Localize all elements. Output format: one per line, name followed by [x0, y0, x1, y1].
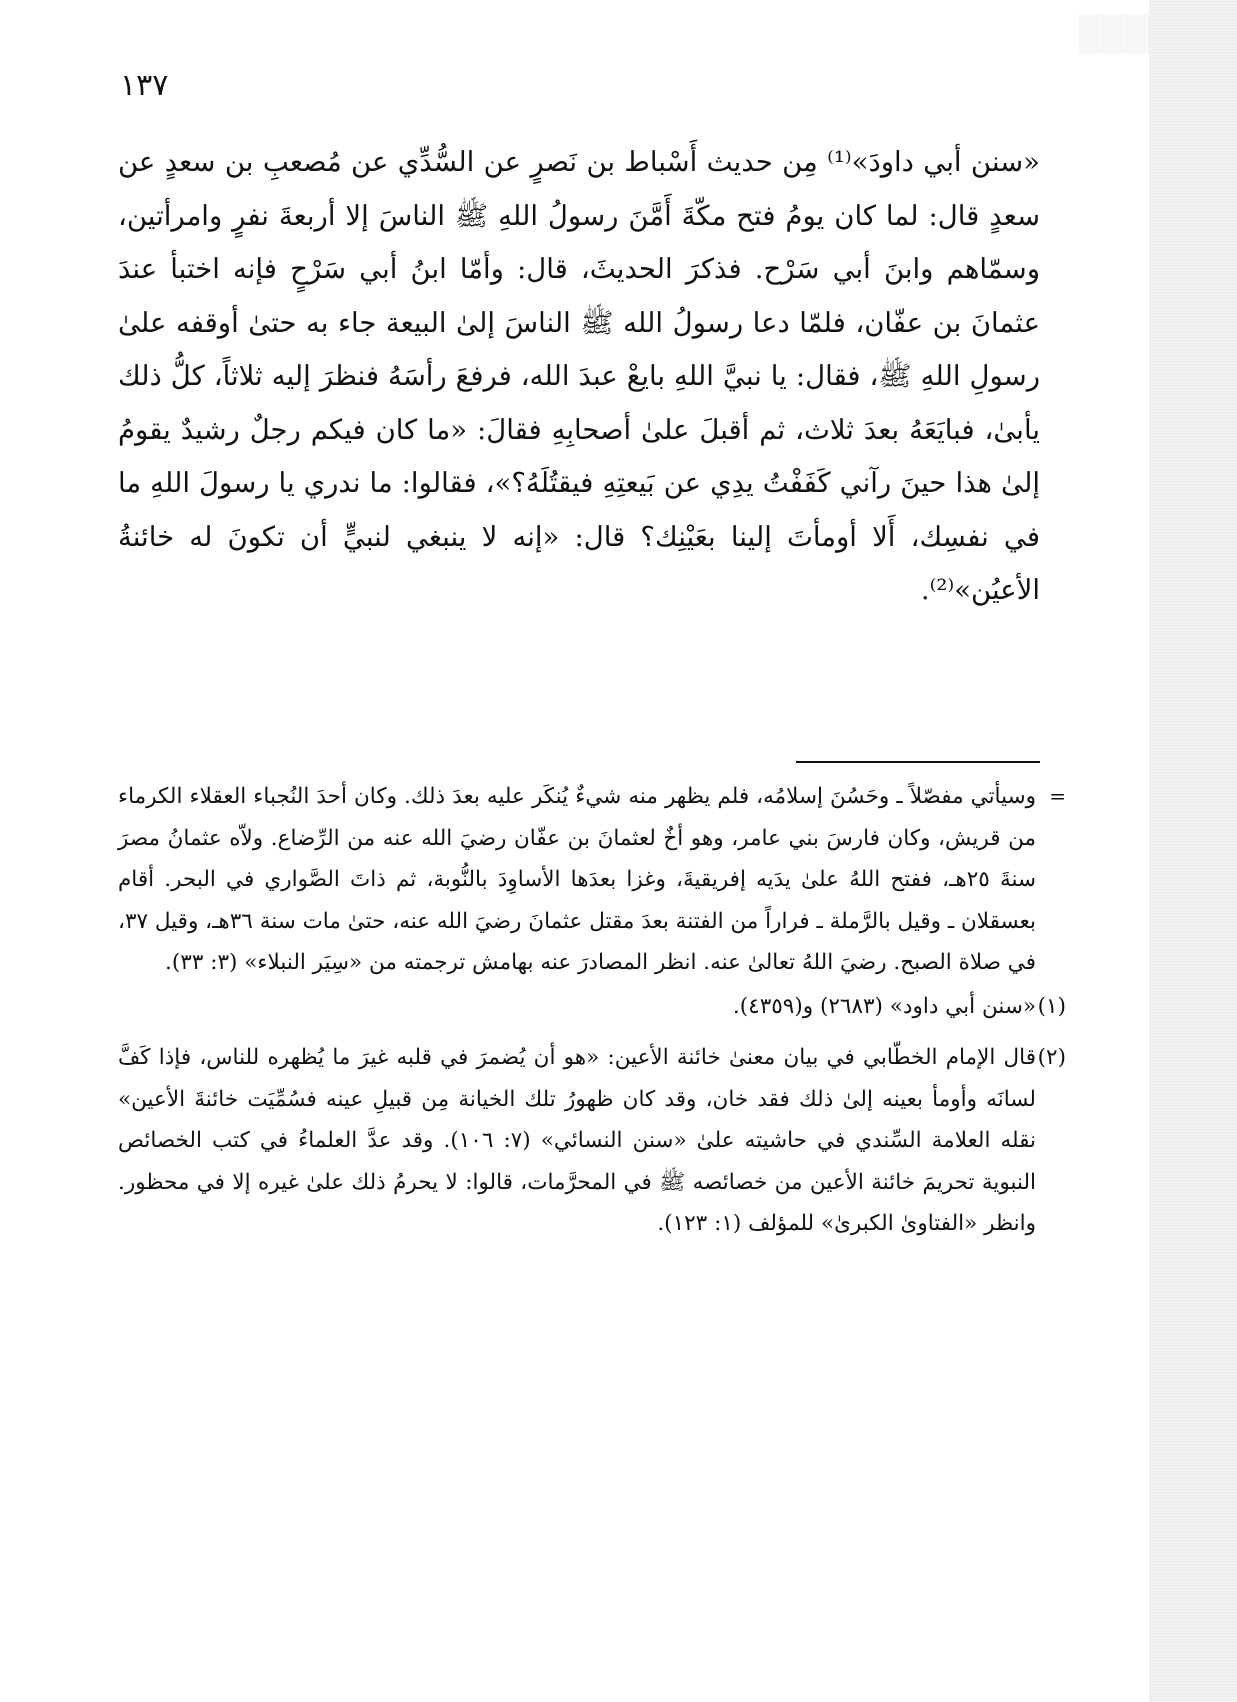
footnote-continuation-text: وسيأتي مفصّلاً ـ وحَسُنَ إسلامُه، فلم يظهر منه شيءٌ يُنكَر عليه بعدَ ذلك. وكان أحدَ النُجباء العقلاء الكرماء من قريش، وكان فارسَ بني عامر، وهو أخٌ لعثمانَ بن عفّان رضيَ الله عنه من الرِّضاع. ولاّه عثمانُ مصرَ سنةَ ٢٥هـ، ففتح اللهُ علىٰ يدَيه إفريقيةَ، وغزا بعدَها الأساوِدَ بالنُّوبة، ثم ذاتَ الصَّواري في البحر. أقام بعسقلان ـ وقيل بالرَّملة ـ فراراً من الفتنة بعدَ مقتل عثمانَ رضيَ الله عنه، حتىٰ مات سنة ٣٦هـ، وقيل ٣٧، في صلاة الصبح. رضيَ اللهُ تعالىٰ عنه. انظر المصادرَ عنه بهامش ترجمته من «سِيَر النبلاء» (٣: ٣٣). [118, 784, 1036, 975]
scan-shadow-edge [1149, 0, 1237, 1702]
footnote-continuation [118, 776, 1066, 984]
scan-shadow-top [1079, 14, 1149, 54]
page-number: ١٣٧ [120, 68, 169, 103]
footnote-text: قال الإمام الخطّابي في بيان معنىٰ خائنة الأعين: «هو أن يُضمرَ في قلبه غيرَ ما يُظهره للناس، فإذا كَفَّ لسانَه وأومأ بعينه إلىٰ ذلك فقد خان، وقد كان ظهورُ تلك الخيانة مِن قبيلِ عينه فسُمِّيَت خائنةَ الأعين» نقله العلامة السِّندي في حاشيته علىٰ «سنن النسائي» (٧: ١٠٦). وقد عدَّ العلماءُ في كتب الخصائص النبوية تحريمَ خائنة الأعين من خصائصه ﷺ في المحرَّمات، قالوا: لا يحرمُ ذلك علىٰ غيره إلا في محظور. وانظر «الفتاوىٰ الكبرىٰ» للمؤلف (١: ١٢٣). [118, 1045, 1036, 1236]
footnote-1 [118, 986, 1066, 1028]
footnote-number: (١) [1037, 993, 1066, 1019]
footnote-number: (٢) [1037, 1045, 1066, 1070]
continuation-mark: = [1049, 784, 1066, 808]
footnote-2 [118, 1037, 1066, 1245]
main-text-block [118, 136, 1040, 618]
main-paragraph: «سنن أبي داودَ»⁽¹⁾ مِن حديث أَسْباط بن نَصرٍ عن السُّدِّي عن مُصعبِ بن سعدٍ عن سعدٍ قال: لما كان يومُ فتح مكّةَ أَمَّنَ رسولُ اللهِ ﷺ الناسَ إلا أربعةَ نفرٍ وامرأتين، وسمّاهم وابنَ أبي سَرْح. فذكرَ الحديثَ، قال: وأمّا ابنُ أبي سَرْحٍ فإنه اختبأ عندَ عثمانَ بن عفّان، فلمّا دعا رسولُ الله ﷺ الناسَ إلىٰ البيعة جاء به حتىٰ أوقفه علىٰ رسولِ اللهِ ﷺ، فقال: يا نبيَّ اللهِ بايعْ عبدَ الله، فرفعَ رأسَهُ فنظرَ إليه ثلاثاً، كلُّ ذلك يأبىٰ، فبايَعَهُ بعدَ ثلاث، ثم أقبلَ علىٰ أصحابِهِ فقالَ: «ما كان فيكم رجلٌ رشيدٌ يقومُ إلىٰ هذا حينَ رآني كَفَفْتُ يدِي عن بَيعتِهِ فيقتُلَهُ؟»، فقالوا: ما ندري يا رسولَ اللهِ ما في نفسِك، أَلا أومأتَ إلينا بعَيْنِك؟ قال: «إنه لا ينبغي لنبيٍّ أن تكونَ له خائنةُ الأعيُن»⁽²⁾. [118, 146, 1040, 606]
footnote-separator [796, 761, 1040, 763]
footnotes-block [118, 776, 1066, 1245]
footnote-text: «سنن أبي داود» (٢٦٨٣) و(٤٣٥٩). [732, 993, 1036, 1019]
